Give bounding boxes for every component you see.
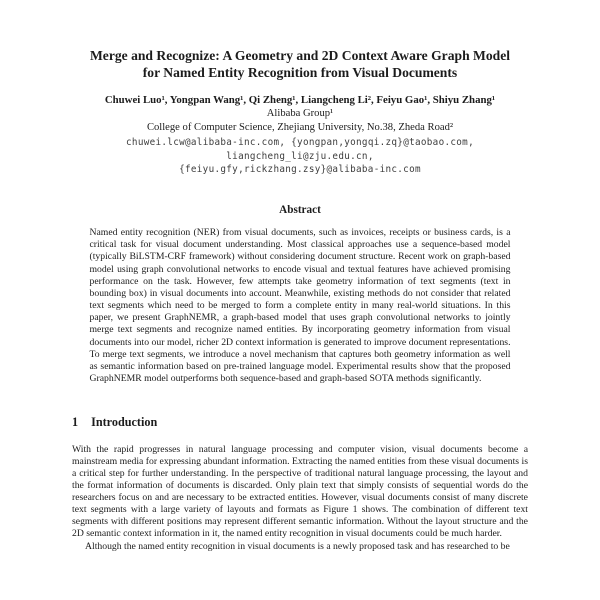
intro-paragraph-2-clipped: Although the named entity recognition in visual documents is a newly proposed task and has researched to be [85, 540, 510, 552]
section-1-number: 1 [72, 415, 79, 430]
section-1-title: Introduction [91, 415, 158, 430]
paper-title [72, 47, 528, 81]
affiliation-alibaba-group: Alibaba Group¹ [266, 108, 334, 119]
authors-line: Chuwei Luo¹, Yongpan Wang¹, Qi Zheng¹, Liangcheng Li², Feiyu Gao¹, Shiyu Zhang¹ [104, 94, 496, 106]
abstract-text: Named entity recognition (NER) from visual documents, such as invoices, receipts or business cards, is a critical task for visual document understanding. Most classical approaches use a sequence-based model (typically BiLSTM-CRF framework) without considering document structure. Recent work on graph-based model using graph convolutional networks to encode visual and textual features have achieved promising performance on the task. However, few attempts take geometry information of text segments (text in bounding box) in visual documents into account. Meanwhile, existing methods do not consider that related text segments which need to be merged to form a complete entity in many real-world situations. In this paper, we present GraphNEMR, a graph-based model that uses graph convolutional networks to jointly merge text segments and recognize named entities. By incorporating geometry information from visual documents into our model, richer 2D context information is generated to improve document representations. To merge text segments, we introduce a novel mechanism that captures both geometry information as well as semantic information based on pre-trained language model. Experimental results show that the proposed GraphNEMR model outperforms both sequence-based and graph-based SOTA methods significantly. [89, 227, 511, 384]
paper-title-line-2: for Named Entity Recognition from Visual Documents [142, 65, 458, 80]
section-1-heading [72, 415, 528, 430]
intro-paragraph-1: With the rapid progresses in natural language processing and computer vision, visual documents become a mainstream media for expressing abundant information. Extracting the named entities from these visual documents is a critical step for further understanding. In the perspective of traditional natural language processing, the layout and the format information of documents is discarded. Only plain text that simply consists of sequential words do the researchers focus on and are necessary to be extracted entities. However, visual documents consist of many discrete text segments with a large variety of layouts and formats as Figure 1 shows. The combination of different text segments with different positions may represent different semantic information. Without the layout structure and the 2D semantic context information in it, the named entity recognition in visual documents could be much harder. [72, 444, 528, 540]
abstract-heading: Abstract [279, 204, 321, 217]
paper-title-line-1: Merge and Recognize: A Geometry and 2D Context Aware Graph Model [89, 48, 511, 63]
email-line-1: chuwei.lcw@alibaba-inc.com, {yongpan,yongqi.zq}@taobao.com, [126, 137, 474, 148]
affiliation-zhejiang-university: College of Computer Science, Zhejiang University, No.38, Zheda Road² [146, 122, 454, 133]
email-line-3: {feiyu.gfy,rickzhang.zsy}@alibaba-inc.com [179, 164, 421, 176]
email-block [72, 136, 528, 177]
email-line-2: liangcheng_li@zju.edu.cn, [226, 150, 374, 162]
